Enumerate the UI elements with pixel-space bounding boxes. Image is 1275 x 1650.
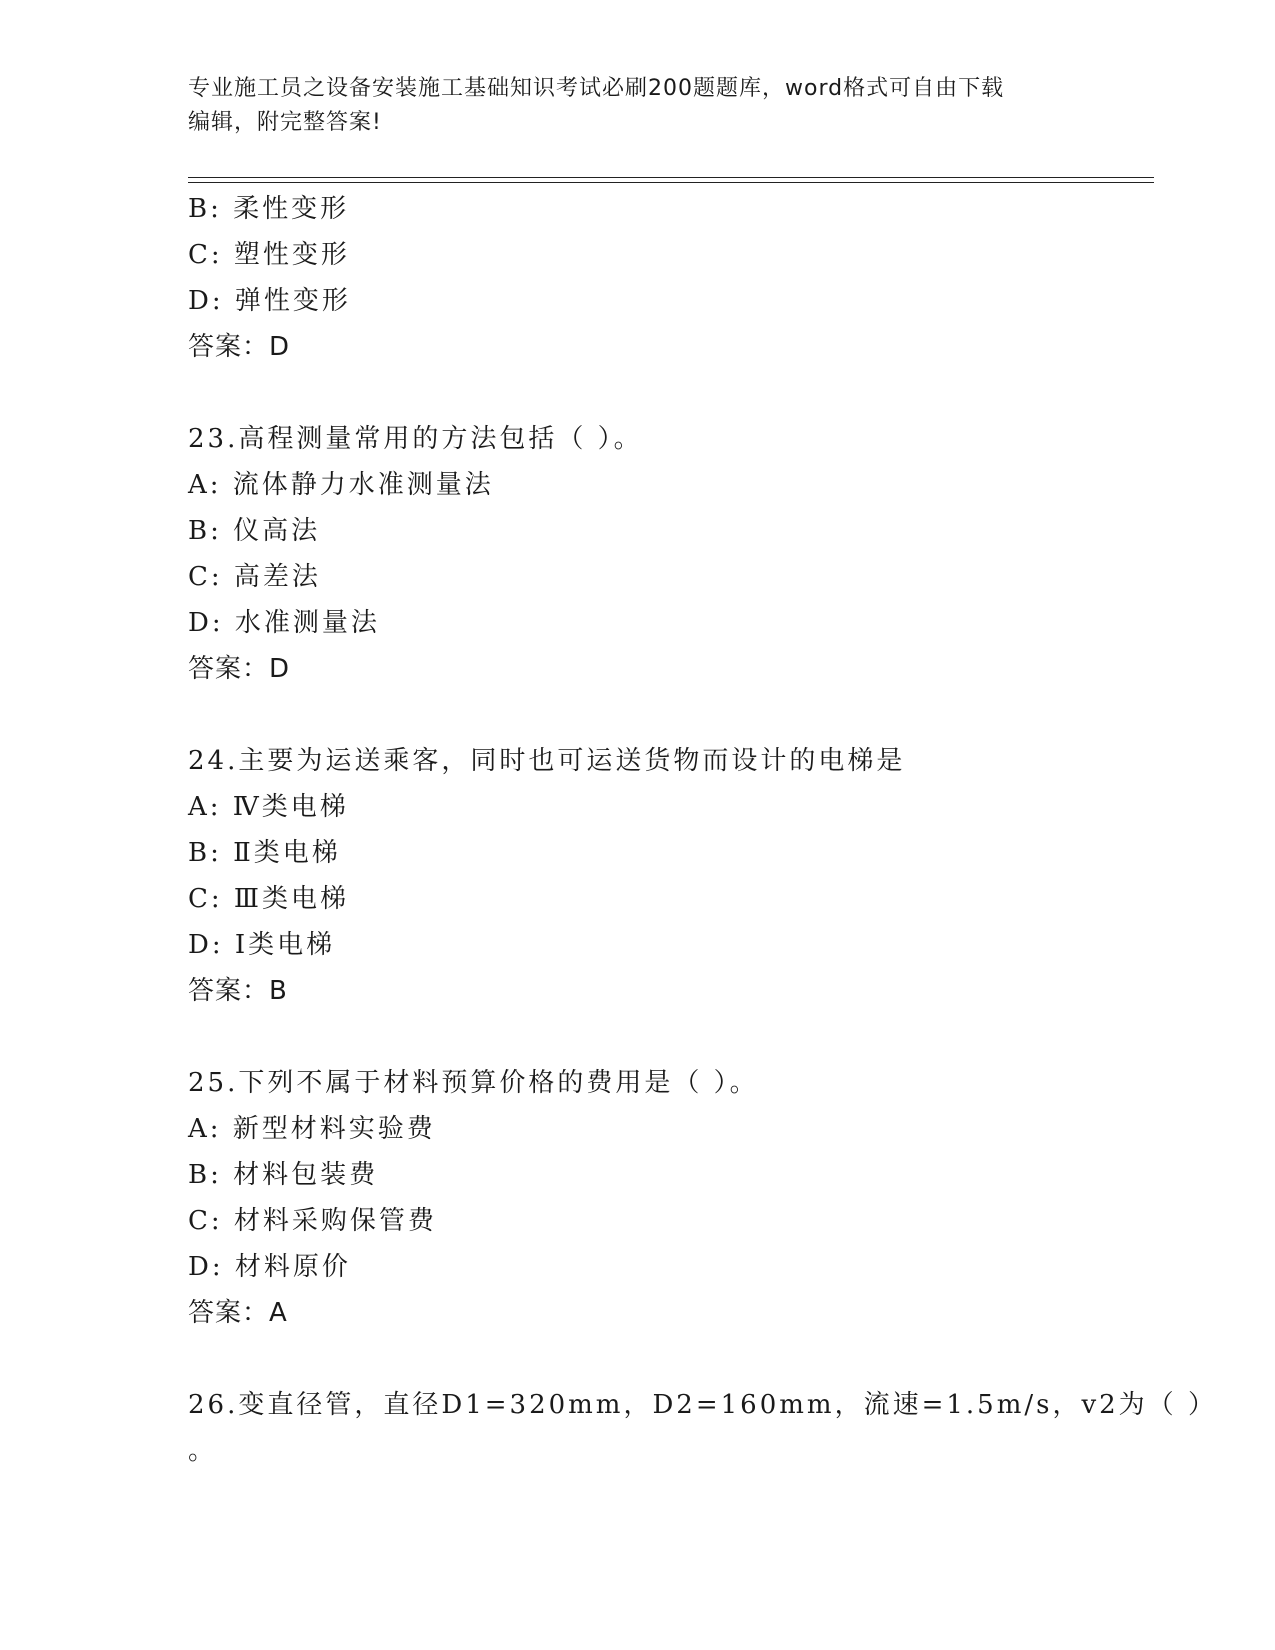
option-a: A: 流体静力水准测量法: [188, 470, 494, 500]
spacer: [188, 1336, 1154, 1382]
option-b: B: Ⅱ类电梯: [188, 838, 341, 868]
option-d: D: 水准测量法: [188, 608, 380, 638]
spacer: [188, 692, 1154, 738]
option-a: A: 新型材料实验费: [188, 1114, 436, 1144]
question-list: [188, 186, 1217, 1474]
option-d: D: 弹性变形: [188, 286, 351, 316]
header-line-1: 专业施工员之设备安装施工基础知识考试必刷200题题库，word格式可自由下载: [188, 76, 1005, 101]
option-d: D: 材料原价: [188, 1252, 351, 1282]
header-divider-top: [188, 177, 1154, 178]
question-23: [188, 416, 1154, 692]
option-b: B: 仪高法: [188, 516, 321, 546]
question-25: [188, 1060, 1154, 1336]
question-stem: 25.下列不属于材料预算价格的费用是（ ）。: [188, 1068, 759, 1098]
option-c: C: Ⅲ类电梯: [188, 884, 349, 914]
question-stem-continuation: 。: [188, 1436, 218, 1466]
spacer: [188, 370, 1154, 416]
option-a: A: Ⅳ类电梯: [188, 792, 349, 822]
spacer: [188, 1014, 1154, 1060]
header-line-2: 编辑，附完整答案!: [188, 110, 382, 135]
header-divider-bottom: [188, 182, 1154, 183]
question-24: [188, 738, 1154, 1014]
question-stem: 26.变直径管，直径D1=320mm，D2=160mm，流速=1.5m/s，v2为（ ）: [188, 1390, 1217, 1420]
answer: 答案：D: [188, 332, 291, 362]
answer: 答案：B: [188, 976, 288, 1006]
question-22: [188, 186, 1154, 370]
answer: 答案：D: [188, 654, 291, 684]
option-b: B: 柔性变形: [188, 194, 350, 224]
question-26: [188, 1382, 1217, 1474]
option-c: C: 材料采购保管费: [188, 1206, 437, 1236]
option-d: D: Ⅰ类电梯: [188, 930, 336, 960]
question-stem: 24.主要为运送乘客，同时也可运送货物而设计的电梯是: [188, 746, 906, 776]
option-c: C: 塑性变形: [188, 240, 350, 270]
option-c: C: 高差法: [188, 562, 321, 592]
document-header: [188, 72, 1088, 140]
option-b: B: 材料包装费: [188, 1160, 379, 1190]
answer: 答案：A: [188, 1298, 288, 1328]
question-stem: 23.高程测量常用的方法包括（ ）。: [188, 424, 643, 454]
